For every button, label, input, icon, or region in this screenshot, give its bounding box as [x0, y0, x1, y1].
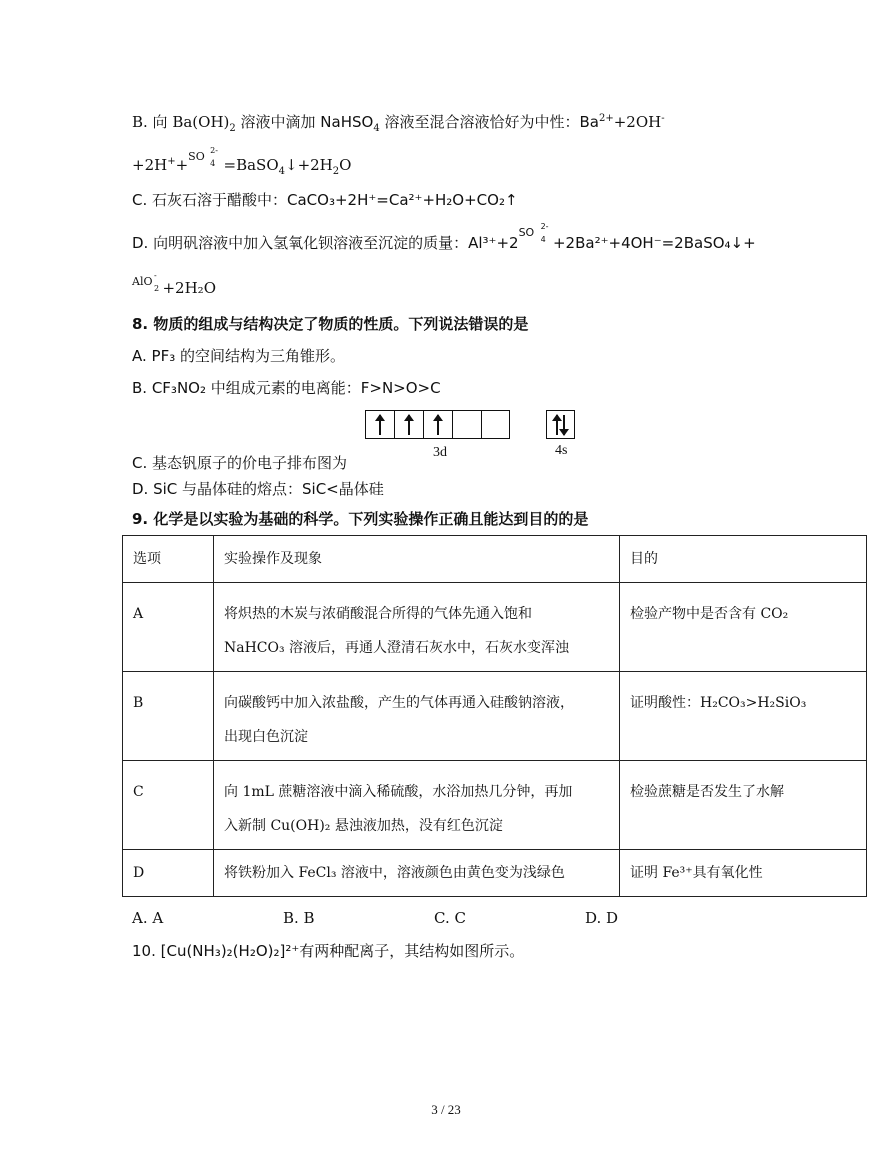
q7-option-d-line1: D. 向明矾溶液中加入氢氧化钡溶液至沉淀的质量：Al³⁺+2SO 2- 4 +2Ba²⁺+4OH⁻=2BaSO₄↓+: [132, 222, 756, 252]
q9-choice-a: A. A: [132, 909, 164, 927]
table-header-cell: 选项: [123, 536, 214, 583]
table-row: [123, 583, 867, 672]
q9-choice-d: D. D: [585, 909, 619, 927]
table-cell: 将铁粉加入 FeCl₃ 溶液中，溶液颜色由黄色变为浅绿色: [214, 850, 620, 897]
q8-option-a: A. PF₃ 的空间结构为三角锥形。: [132, 347, 345, 365]
q8-title: 8. 物质的组成与结构决定了物质的性质。下列说法错误的是: [132, 315, 529, 333]
table-cell: D: [123, 850, 214, 897]
table-cell: B: [123, 672, 214, 761]
q9-choice-b: B. B: [283, 909, 315, 927]
table-header-row: [123, 536, 867, 583]
orbital-3d-boxes: [365, 410, 510, 439]
q10-title: 10. [Cu(NH₃)₂(H₂O)₂]²⁺有两种配离子，其结构如图所示。: [132, 942, 525, 960]
table-row: [123, 850, 867, 897]
sulfate-ion: SO 2- 4: [188, 146, 218, 168]
orbital-3d-label: 3d: [433, 445, 447, 460]
table-cell: 检验蔗糖是否发生了水解: [620, 761, 867, 850]
q7-option-b-line1: B. 向 $Ba(OH)_2$ 溶液中滴加 NaHSO$_4$ 溶液至混合溶液恰好为中性：$Ba^{2+}+2OH^-$: [132, 113, 665, 134]
table-cell: 检验产物中是否含有 CO₂: [620, 583, 867, 672]
q8-option-d: D. SiC 与晶体硅的熔点：SiC<晶体硅: [132, 480, 384, 498]
orbital-4s-label: 4s: [555, 443, 568, 458]
page-number: 3 / 23: [431, 1102, 461, 1117]
q9-choice-c: C. C: [434, 909, 466, 927]
sulfate-ion: SO 2- 4: [518, 222, 549, 244]
table-cell: 将炽热的木炭与浓硝酸混合所得的气体先通入饱和 NaHCO₃ 溶液后，再通人澄清石灰水中，石灰水变浑浊: [214, 583, 620, 672]
q7-option-c: C. 石灰石溶于醋酸中：CaCO₃+2H⁺=Ca²⁺+H₂O+CO₂↑: [132, 191, 518, 209]
table-row: [123, 672, 867, 761]
table-header-cell: 实验操作及现象: [214, 536, 620, 583]
q8-option-c: C. 基态钒原子的价电子排布图为: [132, 454, 348, 472]
q9-title: 9. 化学是以实验为基础的科学。下列实验操作正确且能达到目的的是: [132, 510, 589, 528]
table-cell: 证明酸性：H₂CO₃>H₂SiO₃: [620, 672, 867, 761]
table-row: [123, 761, 867, 850]
table-cell: A: [123, 583, 214, 672]
orbital-4s-box: [546, 410, 575, 439]
q8-option-b: B. CF₃NO₂ 中组成元素的电离能：F>N>O>C: [132, 379, 441, 397]
q7-option-b-line2: +2H++SO 2- 4 $=BaSO_4↓+2H_2O$: [132, 146, 352, 177]
experiment-table: [122, 535, 867, 897]
table-cell: 向碳酸钙中加入浓盐酸，产生的气体再通入硅酸钠溶液， 出现白色沉淀: [214, 672, 620, 761]
table-cell: C: [123, 761, 214, 850]
aluminate-ion: AlO 2 -: [132, 271, 160, 293]
q7-option-d-line2: AlO 2 - +2H₂O: [132, 271, 216, 297]
table-cell: 证明 Fe³⁺具有氧化性: [620, 850, 867, 897]
table-header-cell: 目的: [620, 536, 867, 583]
table-cell: 向 1mL 蔗糖溶液中滴入稀硫酸，水浴加热几分钟，再加 入新制 Cu(OH)₂ 悬浊液加热，没有红色沉淀: [214, 761, 620, 850]
